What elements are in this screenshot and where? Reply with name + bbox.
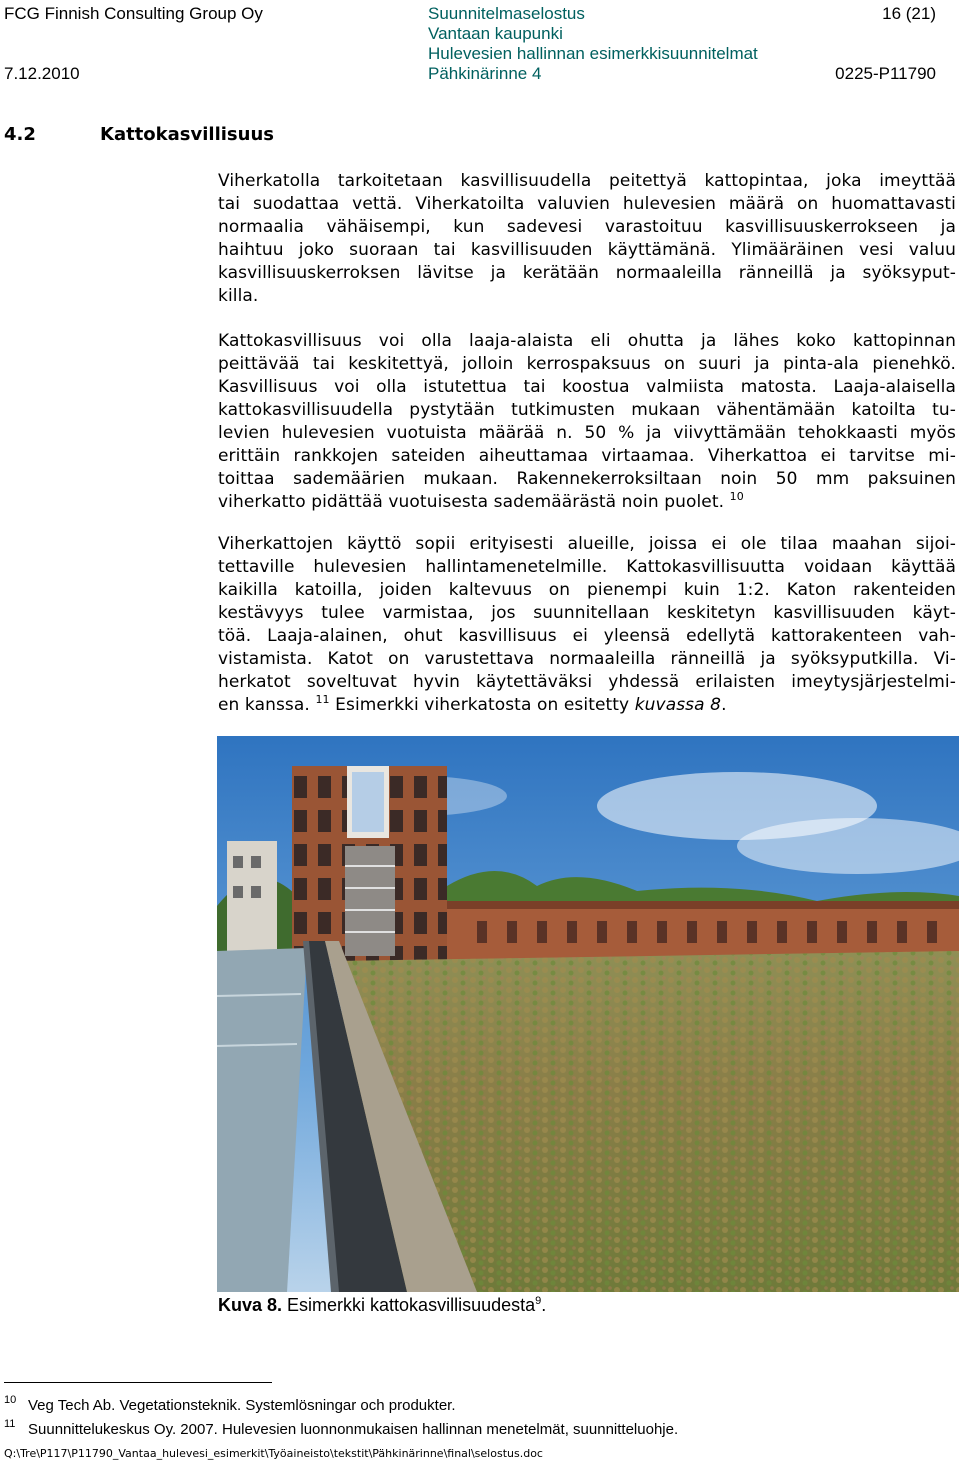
header-page-number: 16 (21) (882, 4, 936, 23)
footnote-ref: 10 (729, 491, 744, 503)
footnote-ref: 9 (535, 1295, 542, 1307)
text-line: tettaville hulevesien hallintamenetelmille. Kattokasvillisuutta voidaan käyttää (218, 557, 956, 577)
footnote-text: Veg Tech Ab. Vegetationsteknik. Systemlösningar och produkter. (28, 1397, 456, 1414)
header-company: FCG Finnish Consulting Group Oy (4, 4, 263, 23)
header-client: Vantaan kaupunki (428, 24, 563, 43)
footnote-item (4, 1394, 456, 1414)
file-path: Q:\Tre\P117\P11790_Vantaa_hulevesi_esimerkit\Työaineisto\tekstit\Pähkinärinne\final\selostus.doc (4, 1447, 543, 1460)
paragraph-2 (218, 330, 956, 514)
text-line (218, 694, 956, 717)
text-line: töä. Laaja-alainen, ohut kasvillisuus ei yleensä edellytä kattorakenteen vah- (218, 626, 956, 646)
footnote-separator (4, 1382, 272, 1383)
text-line: kasvillisuuskerroksen lävitse ja kerätään normaaleilla ränneillä ja syöksyput- (218, 263, 956, 283)
footnote-item (4, 1418, 678, 1438)
caption-text: Esimerkki kattokasvillisuudesta (282, 1295, 536, 1315)
figure-caption (218, 1295, 546, 1316)
text-line-content: en kanssa. (218, 695, 310, 715)
text-line: kattokasvillisuudella pystytään tutkimusten mukaan vähentämään katoilta tu- (218, 400, 956, 420)
text-line: normaalia vähäisempi, kun sadevesi varastoituu kasvillisuuskerrokseen ja (218, 217, 956, 237)
text-line: erittäin rankkojen sateiden aiheuttamaa virtaamaa. Viherkattoa ei tarvitse mi- (218, 446, 956, 466)
paragraph-1 (218, 170, 956, 308)
section-number: 4.2 (4, 124, 36, 145)
header-date: 7.12.2010 (4, 64, 80, 83)
text-line (218, 491, 956, 514)
header-site: Pähkinärinne 4 (428, 64, 542, 83)
footnote-number: 10 (4, 1394, 17, 1406)
text-line: haihtuu joko suoraan tai kasvillisuuden käyttämänä. Ylimääräinen vesi valuu (218, 240, 956, 260)
text-line: Viherkatolla tarkoitetaan kasvillisuudella peitettyä kattopintaa, joka imeyttää (218, 171, 956, 191)
paragraph-3 (218, 533, 956, 717)
text-line: Kasvillisuus voi olla istutettua tai koostua valmiista matosta. Laaja-alaisella (218, 377, 956, 397)
footnote-text: Suunnittelukeskus Oy. 2007. Hulevesien luonnonmukaisen hallinnan menetelmät, suunnitteluohje. (28, 1421, 679, 1438)
text-line-content: . (721, 695, 727, 715)
header-project: Hulevesien hallinnan esimerkkisuunnitelmat (428, 44, 758, 63)
footnote-number: 11 (4, 1418, 16, 1430)
text-line: Kattokasvillisuus voi olla laaja-alaista eli ohutta ja lähes koko kattopinnan (218, 331, 956, 351)
footnote-ref: 11 (315, 694, 330, 706)
text-line: tai suodattaa vettä. Viherkatoilta valuvien hulevesien määrä on huomattavasti (218, 194, 956, 214)
section-title: Kattokasvillisuus (100, 124, 274, 145)
header-doc-type: Suunnitelmaselostus (428, 4, 585, 23)
caption-end: . (541, 1295, 547, 1315)
text-line: levien hulevesien vuotuista määrää n. 50 % ja viivyttämään tehokkaasti myös (218, 423, 956, 443)
text-line: kaikilla katoilla, joiden kaltevuus on pienempi kuin 1:2. Katon rakenteiden (218, 580, 956, 600)
header-project-code: 0225-P11790 (835, 64, 936, 83)
caption-label: Kuva 8. (218, 1295, 283, 1315)
section-heading (4, 124, 274, 145)
green-roof-photo (217, 736, 959, 1292)
text-line: Viherkattojen käyttö sopii erityisesti alueille, joissa ei ole tilaa maahan sijoi- (218, 534, 956, 554)
text-line-content: viherkatto pidättää vuotuisesta sademäärästä noin puolet. (218, 492, 725, 512)
text-line: vistamista. Katot on varustettava normaaleilla ränneillä ja syöksyputkilla. Vi- (218, 649, 956, 669)
figure-reference: kuvassa 8 (634, 695, 722, 715)
text-line-content: Esimerkki viherkatosta on esitetty (329, 695, 635, 715)
text-line: toittaa sademäärien mukaan. Rakennekerroksiltaan noin 50 mm paksuinen (218, 469, 956, 489)
text-line: peittävää tai keskitettyä, jolloin kerrospaksuus on suuri ja pinta-ala pienehkö. (218, 354, 956, 374)
text-line: killa. (218, 286, 259, 306)
text-line: kestävyys tulee varmistaa, jos suunnitellaan keskitetyn kasvillisuuden käyt- (218, 603, 956, 623)
text-line: herkatot soveltuvat hyvin käytettäväksi yhdessä erilaisten imeytysjärjestelmi- (218, 672, 956, 692)
